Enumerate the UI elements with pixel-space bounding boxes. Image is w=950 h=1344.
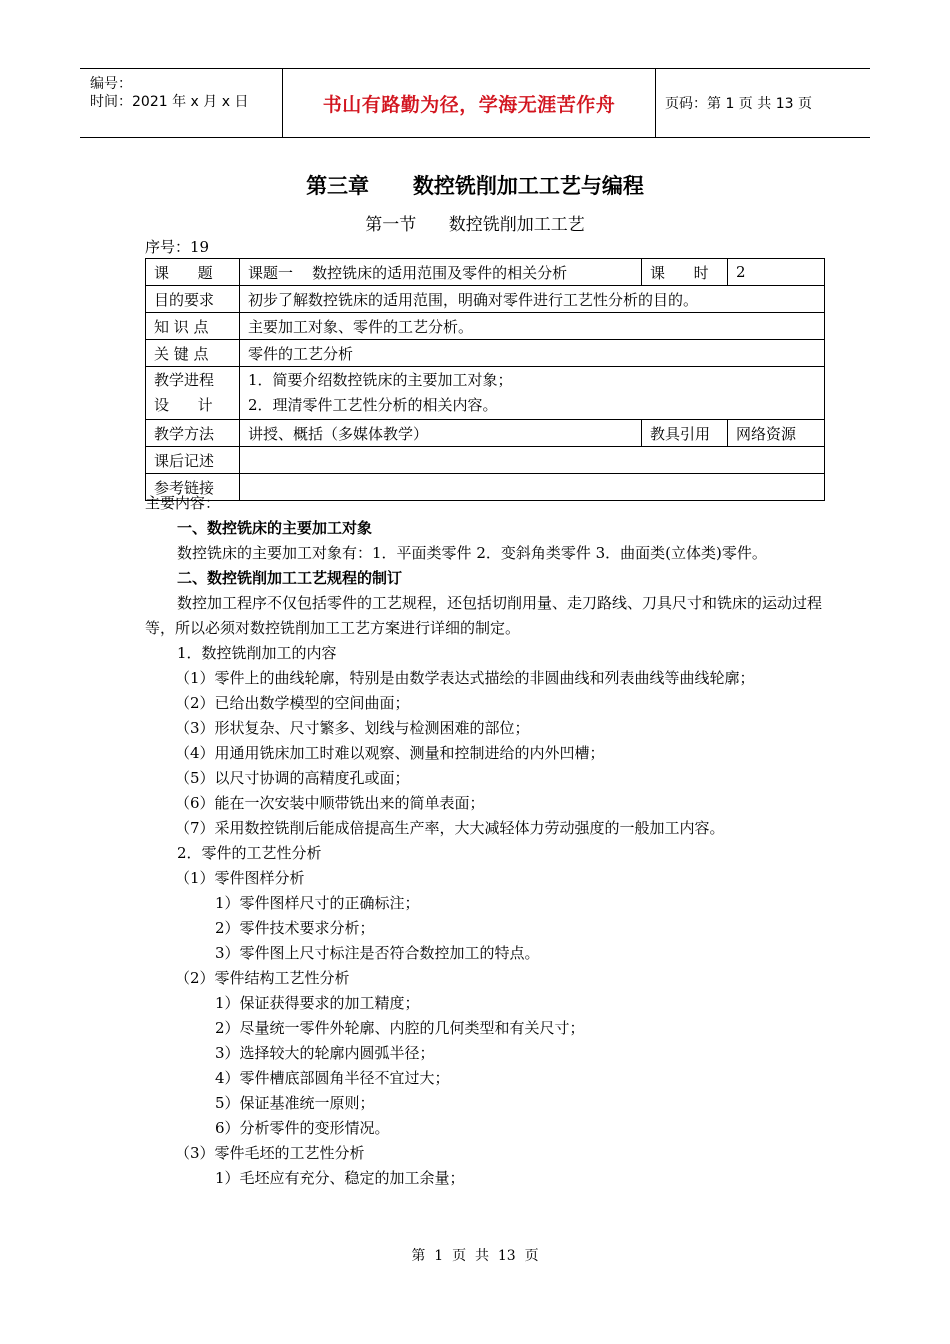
list-item: （2）已给出数学模型的空间曲面； [175, 694, 410, 712]
process-line: 2．理清零件工艺性分析的相关内容。 [248, 396, 498, 414]
table-row [146, 313, 825, 340]
list-item: 1）毛坯应有充分、稳定的加工余量； [215, 1169, 465, 1187]
goal-label: 目的要求 [146, 286, 240, 313]
header-motto-cell [282, 69, 656, 137]
table-row [146, 367, 825, 420]
hours-label: 课 时 [642, 259, 728, 286]
tools-value: 网络资源 [728, 420, 825, 447]
sub-heading: （2）零件结构工艺性分析 [175, 969, 350, 987]
tools-label: 教具引用 [642, 420, 728, 447]
page-footer: 第 1 页 共 13 页 [411, 1248, 539, 1264]
motto: 书山有路勤为径，学海无涯苦作舟 [322, 93, 616, 116]
list-item: 1）保证获得要求的加工精度； [215, 994, 420, 1012]
content-intro: 主要内容： [145, 494, 221, 512]
method-label: 教学方法 [146, 420, 240, 447]
list-item: 4）零件槽底部圆角半径不宜过大； [215, 1069, 450, 1087]
time-label: 时间：2021 年 x 月 x 日 [90, 94, 249, 110]
process-line: 1．简要介绍数控铣床的主要加工对象； [248, 371, 513, 389]
notes-value [240, 447, 825, 474]
heading-2: 二、数控铣削加工工艺规程的制订 [177, 569, 403, 587]
list-item: （7）采用数控铣削后能成倍提高生产率，大大减轻体力劳动强度的一般加工内容。 [175, 819, 725, 837]
list-item: （4）用通用铣床加工时难以观察、测量和控制进给的内外凹槽； [175, 744, 605, 762]
list-item: 5）保证基准统一原则； [215, 1094, 375, 1112]
knowledge-value: 主要加工对象、零件的工艺分析。 [240, 313, 825, 340]
lesson-info-table [145, 258, 825, 501]
table-row [146, 447, 825, 474]
list-item: 3）零件图上尺寸标注是否符合数控加工的特点。 [215, 944, 540, 962]
process-label-line: 设 计 [154, 396, 213, 414]
list-item: 2）尽量统一零件外轮廓、内腔的几何类型和有关尺寸； [215, 1019, 585, 1037]
list-item: （5）以尺寸协调的高精度孔或面； [175, 769, 410, 787]
knowledge-label: 知 识 点 [146, 313, 240, 340]
subheading-2: 2．零件的工艺性分析 [177, 844, 322, 862]
list-item: 6）分析零件的变形情况。 [215, 1119, 390, 1137]
main-content [145, 491, 825, 1191]
header-meta [80, 69, 282, 137]
sub-heading: （1）零件图样分析 [175, 869, 305, 887]
list-item: 1）零件图样尺寸的正确标注； [215, 894, 420, 912]
table-row [146, 420, 825, 447]
topic-label: 课 题 [146, 259, 240, 286]
ref-label: 参考链接 [146, 474, 240, 501]
paragraph-1: 数控铣床的主要加工对象有：1．平面类零件 2．变斜角类零件 3．曲面类(立体类)零件。 [177, 544, 767, 562]
table-row [146, 286, 825, 313]
list-item: （6）能在一次安装中顺带铣出来的简单表面； [175, 794, 485, 812]
section-title: 第一节 数控铣削加工工艺 [365, 215, 585, 235]
heading-1: 一、数控铣床的主要加工对象 [177, 519, 373, 537]
process-label-line: 教学进程 [154, 371, 215, 389]
process-label [146, 367, 240, 420]
table-row [146, 259, 825, 286]
method-value: 讲授、概括（多媒体教学） [240, 420, 642, 447]
process-value [240, 367, 825, 420]
chapter-title: 第三章 数控铣削加工工艺与编程 [306, 174, 644, 198]
sub-heading: （3）零件毛坯的工艺性分析 [175, 1144, 365, 1162]
list-item: （3）形状复杂、尺寸繁多、划线与检测困难的部位； [175, 719, 530, 737]
serial-number: 序号：19 [145, 238, 210, 256]
topic-value: 课题一 数控铣床的适用范围及零件的相关分析 [240, 259, 642, 286]
number-label: 编号： [90, 76, 132, 92]
notes-label: 课后记述 [146, 447, 240, 474]
list-item: 2）零件技术要求分析； [215, 919, 375, 937]
page-header [80, 68, 870, 138]
page-info: 页码：第 1 页 共 13 页 [665, 96, 812, 112]
header-page-cell [655, 69, 870, 137]
paragraph-2: 数控加工程序不仅包括零件的工艺规程，还包括切削用量、走刀路线、刀具尺寸和铣床的运动过程等，所以必须对数控铣削加工工艺方案进行详细的制定。 [145, 594, 823, 637]
list-item: （1）零件上的曲线轮廓，特别是由数学表达式描绘的非圆曲线和列表曲线等曲线轮廓； [175, 669, 755, 687]
table-row [146, 340, 825, 367]
hours-value: 2 [728, 259, 825, 286]
goal-value: 初步了解数控铣床的适用范围，明确对零件进行工艺性分析的目的。 [240, 286, 825, 313]
list-item: 3）选择较大的轮廓内圆弧半径； [215, 1044, 435, 1062]
subheading-1: 1．数控铣削加工的内容 [177, 644, 337, 662]
key-value: 零件的工艺分析 [240, 340, 825, 367]
key-label: 关 键 点 [146, 340, 240, 367]
